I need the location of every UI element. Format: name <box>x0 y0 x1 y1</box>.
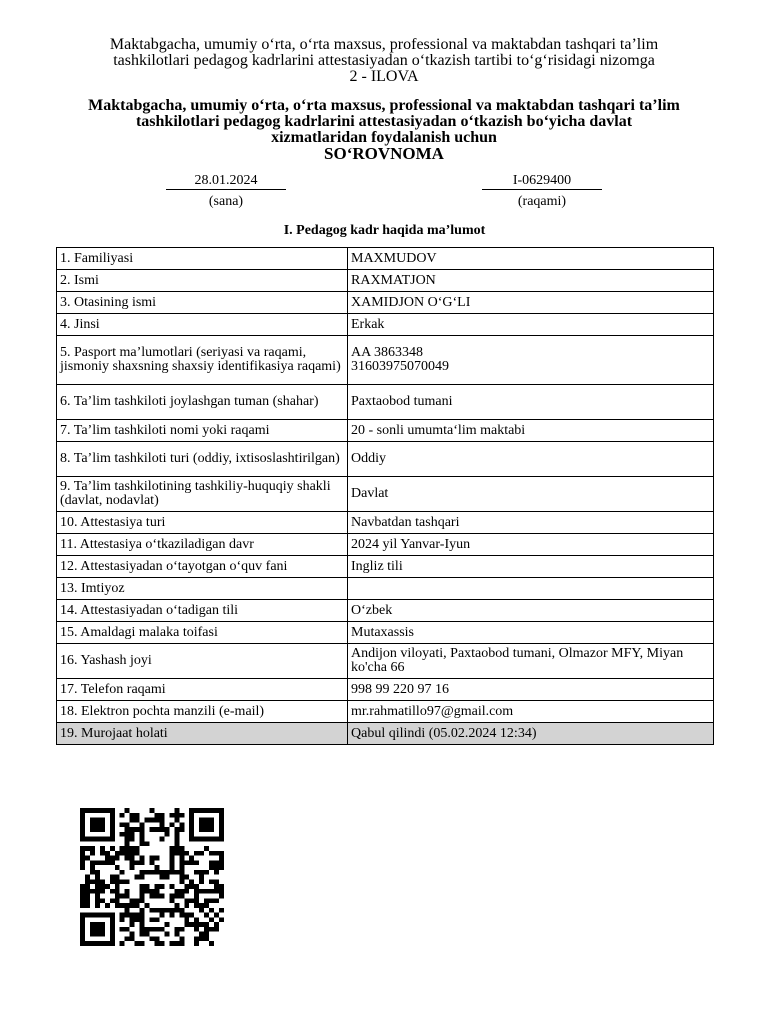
row-value: 20 - sonli umumta‘lim maktabi <box>348 420 714 442</box>
table-row <box>57 578 714 600</box>
form-number: I-0629400 <box>482 172 602 190</box>
form-heading-line2: tashkilotlari pedagog kadrlarini attestasiyadan o‘tkazish bo‘yicha davlat <box>135 113 633 130</box>
table-row <box>57 512 714 534</box>
row-label: 10. Attestasiya turi <box>57 512 348 534</box>
table-row <box>57 385 714 420</box>
row-label: 16. Yashash joyi <box>57 644 348 679</box>
table-row <box>57 701 714 723</box>
row-label: 12. Attestasiyadan o‘tayotgan o‘quv fani <box>57 556 348 578</box>
row-label: 19. Murojaat holati <box>57 723 348 745</box>
row-value: Oddiy <box>348 442 714 477</box>
row-value: Qabul qilindi (05.02.2024 12:34) <box>348 723 714 745</box>
table-row <box>57 679 714 701</box>
passport-pin: 31603975070049 <box>351 359 449 374</box>
row-value: Paxtaobod tumani <box>348 385 714 420</box>
form-heading <box>40 98 728 162</box>
row-label: 14. Attestasiyadan o‘tadigan tili <box>57 600 348 622</box>
info-table <box>56 247 714 745</box>
row-value: O‘zbek <box>348 600 714 622</box>
section-title: I. Pedagog kadr haqida ma’lumot <box>283 223 486 238</box>
form-title: SO‘ROVNOMA <box>324 144 444 163</box>
row-value: XAMIDJON O‘G‘LI <box>348 292 714 314</box>
row-value: Mutaxassis <box>348 622 714 644</box>
row-value: Davlat <box>348 477 714 512</box>
row-label: 13. Imtiyoz <box>57 578 348 600</box>
row-value: 998 99 220 97 16 <box>348 679 714 701</box>
form-heading-line1: Maktabgacha, umumiy o‘rta, o‘rta maxsus, professional va maktabdan tashqari ta’lim <box>88 97 680 114</box>
row-label: 9. Ta’lim tashkilotining tashkiliy-huquqiy shakli (davlat, nodavlat) <box>57 477 348 512</box>
table-row-status <box>57 723 714 745</box>
table-row <box>57 622 714 644</box>
row-label: 5. Pasport ma’lumotlari (seriyasi va raqami, jismoniy shaxsning shaxsiy identifikasiya raqami) <box>57 336 348 385</box>
row-value: RAXMATJON <box>348 270 714 292</box>
row-value: 2024 yil Yanvar-Iyun <box>348 534 714 556</box>
regulation-header-line1: Maktabgacha, umumiy o‘rta, o‘rta maxsus, professional va maktabdan tashqari ta’lim <box>109 36 659 53</box>
form-date: 28.01.2024 <box>166 172 286 190</box>
table-row <box>57 314 714 336</box>
table-row <box>57 292 714 314</box>
table-row <box>57 270 714 292</box>
row-label: 17. Telefon raqami <box>57 679 348 701</box>
row-label: 15. Amaldagi malaka toifasi <box>57 622 348 644</box>
row-label: 7. Ta’lim tashkiloti nomi yoki raqami <box>57 420 348 442</box>
table-row <box>57 534 714 556</box>
table-row <box>57 644 714 679</box>
row-value: Navbatdan tashqari <box>348 512 714 534</box>
date-caption: (sana) <box>208 194 244 209</box>
row-label: 18. Elektron pochta manzili (e-mail) <box>57 701 348 723</box>
table-row <box>57 420 714 442</box>
form-heading-line3: xizmatlaridan foydalanish uchun <box>271 129 497 146</box>
regulation-header <box>40 37 728 85</box>
row-value: Andijon viloyati, Paxtaobod tumani, Olmazor MFY, Miyan ko'cha 66 <box>348 644 714 679</box>
regulation-header-line2: tashkilotlari pedagog kadrlarini attestasiyadan o‘tkazish tartibi to‘g‘risidagi nizomga <box>113 52 655 69</box>
row-value: mr.rahmatillo97@gmail.com <box>348 701 714 723</box>
appendix-label: 2 - ILOVA <box>349 68 419 85</box>
row-label: 4. Jinsi <box>57 314 348 336</box>
row-value: Erkak <box>348 314 714 336</box>
table-row <box>57 477 714 512</box>
passport-series: AA 3863348 <box>351 345 423 360</box>
table-row <box>57 442 714 477</box>
table-row <box>57 556 714 578</box>
row-value <box>348 578 714 600</box>
row-label: 2. Ismi <box>57 270 348 292</box>
table-row <box>57 600 714 622</box>
row-value <box>348 336 714 385</box>
table-row <box>57 248 714 270</box>
row-value: Ingliz tili <box>348 556 714 578</box>
row-label: 1. Familiyasi <box>57 248 348 270</box>
row-label: 3. Otasining ismi <box>57 292 348 314</box>
number-caption: (raqami) <box>517 194 567 209</box>
table-row <box>57 336 714 385</box>
row-label: 6. Ta’lim tashkiloti joylashgan tuman (shahar) <box>57 385 348 420</box>
qr-code <box>80 808 224 946</box>
row-label: 8. Ta’lim tashkiloti turi (oddiy, ixtisoslashtirilgan) <box>57 442 348 477</box>
row-value: MAXMUDOV <box>348 248 714 270</box>
row-label: 11. Attestasiya o‘tkaziladigan davr <box>57 534 348 556</box>
